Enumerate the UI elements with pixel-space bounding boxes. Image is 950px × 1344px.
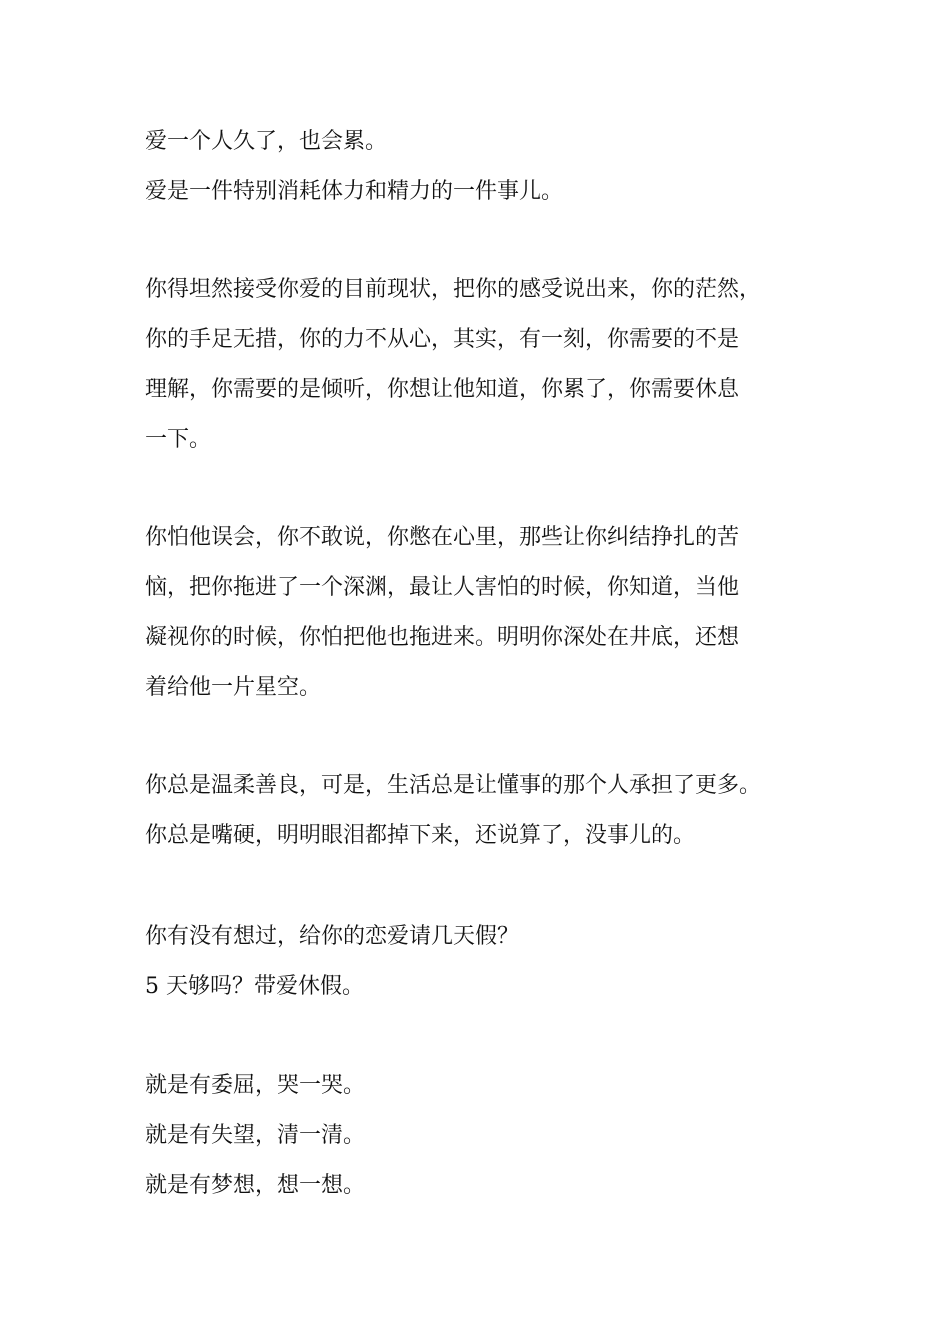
paragraph-5 [145,912,825,1012]
paragraph-2 [145,265,825,465]
text-line: 理解，你需要的是倾听，你想让他知道，你累了，你需要休息 [145,377,740,402]
text-line: 恼，把你拖进了一个深渊，最让人害怕的时候，你知道，当他 [145,575,740,600]
text-line: 凝视你的时候，你怕把他也拖进来。明明你深处在井底，还想 [145,625,740,650]
text-line: 就是有梦想，想一想。 [145,1173,366,1198]
paragraph-1 [145,117,825,217]
text-line: 爱是一件特别消耗体力和精力的一件事儿。 [145,179,564,204]
text-line: 就是有失望，清一清。 [145,1123,366,1148]
text-line: 着给他一片星空。 [145,675,322,700]
text-line: 你的手足无措，你的力不从心，其实，有一刻，你需要的不是 [145,327,740,352]
text-line: 你得坦然接受你爱的目前现状，把你的感受说出来，你的茫然， [145,277,762,302]
text-line: 你总是温柔善良，可是，生活总是让懂事的那个人承担了更多。 [145,773,762,798]
paragraph-6 [145,1061,825,1211]
text-line: 就是有委屈，哭一哭。 [145,1073,366,1098]
paragraph-3 [145,513,825,713]
paragraph-4 [145,761,825,861]
text-line: 你怕他误会，你不敢说，你憋在心里，那些让你纠结挣扎的苦 [145,525,740,550]
text-line: 一下。 [145,427,212,452]
text-line: 你总是嘴硬，明明眼泪都掉下来，还说算了，没事儿的。 [145,823,696,848]
text-line: 爱一个人久了，也会累。 [145,129,388,154]
text-line: 5 天够吗？带爱休假。 [145,974,364,999]
text-line: 你有没有想过，给你的恋爱请几天假？ [145,924,520,949]
